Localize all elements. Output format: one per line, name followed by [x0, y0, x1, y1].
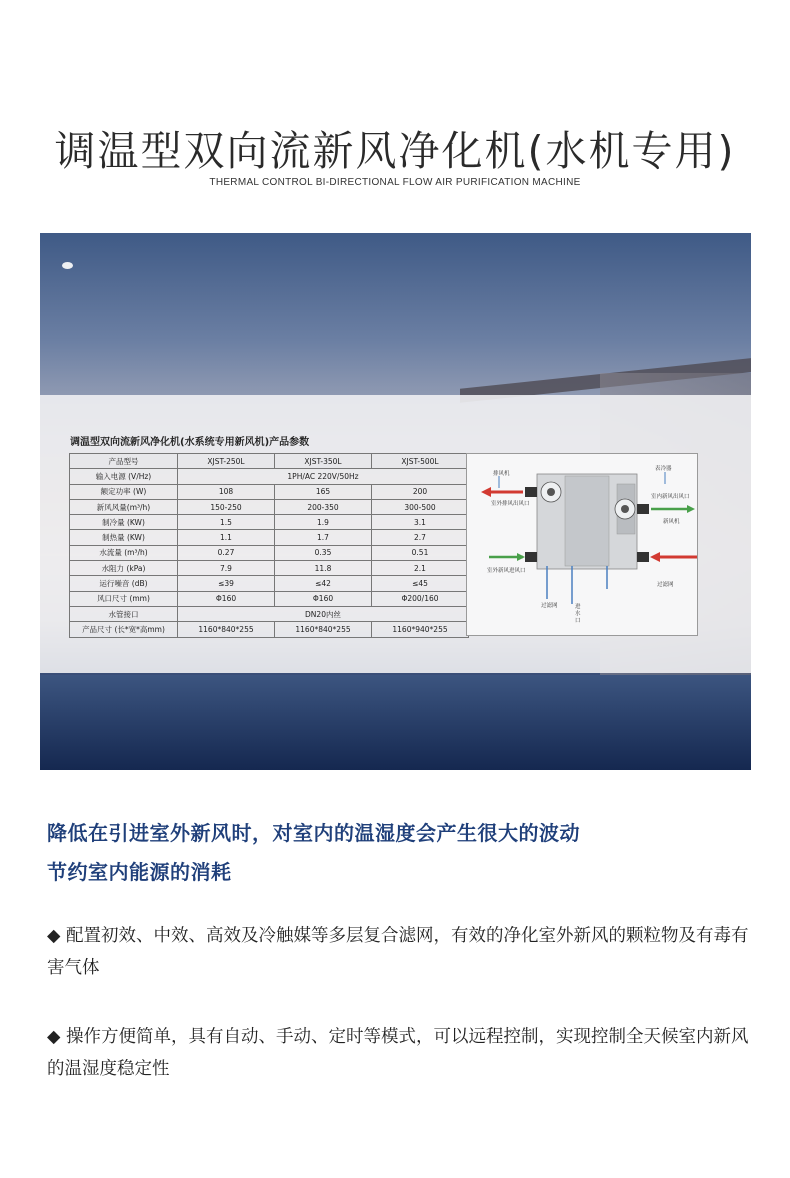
row-label: 额定功率 (W)	[70, 484, 178, 499]
header-cell: XJST-350L	[275, 454, 372, 469]
fresh-fan-hub	[621, 505, 629, 513]
table-cell: 150-250	[178, 499, 275, 514]
header-cell: 产品型号	[70, 454, 178, 469]
row-label: 水流量 (m³/h)	[70, 545, 178, 560]
row-label: 运行噪音 (dB)	[70, 576, 178, 591]
green-arrow-head	[687, 505, 695, 513]
table-row	[70, 561, 469, 576]
label-exhaust-fan: 排风机	[493, 471, 510, 477]
table-cell: 7.9	[178, 561, 275, 576]
table-cell: 1.7	[275, 530, 372, 545]
table-cell: 165	[275, 484, 372, 499]
table-header-row	[70, 454, 469, 469]
row-label: 水管接口	[70, 606, 178, 621]
table-row	[70, 469, 469, 484]
table-cell: 0.27	[178, 545, 275, 560]
red-arrow-head	[650, 552, 660, 562]
page-subtitle: THERMAL CONTROL BI-DIRECTIONAL FLOW AIR PURIFICATION MACHINE	[209, 177, 581, 188]
spec-panel	[40, 395, 751, 673]
table-cell: Φ160	[275, 591, 372, 606]
table-cell: 300-500	[372, 499, 469, 514]
table-row	[70, 499, 469, 514]
table-cell: 2.1	[372, 561, 469, 576]
table-row	[70, 591, 469, 606]
spec-table	[69, 453, 469, 638]
table-cell: 1.9	[275, 515, 372, 530]
table-row	[70, 545, 469, 560]
label-outdoor-fresh-inlet: 室外新风进风口	[487, 568, 526, 574]
table-row	[70, 515, 469, 530]
airflow-diagram	[466, 453, 698, 636]
feature-bullet-2: ◆ 操作方便简单，具有自动、手动、定时等模式，可以远程控制，实现控制全天候室内新风的温湿度稳定性	[47, 1027, 749, 1079]
table-cell: 0.51	[372, 545, 469, 560]
table-cell: ≤42	[275, 576, 372, 591]
label-filter-right: 过滤网	[657, 582, 674, 588]
table-cell: 1.1	[178, 530, 275, 545]
spec-title: 调温型双向流新风净化机(水系统专用新风机)产品参数	[70, 437, 310, 448]
label-indoor-fresh-outlet: 室内新风出风口	[651, 494, 690, 500]
exhaust-fan-hub	[547, 488, 555, 496]
moon-shape	[62, 262, 73, 269]
table-cell: 1160*840*255	[275, 622, 372, 637]
row-label: 制冷量 (KW)	[70, 515, 178, 530]
feature-heading-1: 降低在引进室外新风时，对室内的温湿度会产生很大的波动	[47, 821, 580, 845]
table-row	[70, 576, 469, 591]
header-cell: XJST-500L	[372, 454, 469, 469]
header-cell: XJST-250L	[178, 454, 275, 469]
row-label: 产品尺寸 (长*宽*高mm)	[70, 622, 178, 637]
table-cell: 1160*840*255	[178, 622, 275, 637]
row-label: 输入电源 (V/Hz)	[70, 469, 178, 484]
table-row	[70, 622, 469, 637]
merged-cell: DN20内丝	[178, 606, 469, 621]
duct-indoor-outlet	[637, 504, 649, 514]
table-cell: ≤45	[372, 576, 469, 591]
heat-exchanger-core	[565, 476, 609, 566]
table-cell: 1160*940*255	[372, 622, 469, 637]
feature-bullet-1: ◆ 配置初效、中效、高效及冷触媒等多层复合滤网，有效的净化室外新风的颗粒物及有毒有害气体	[47, 926, 749, 978]
table-cell: 200-350	[275, 499, 372, 514]
feature-heading-2: 节约室内能源的消耗	[47, 860, 232, 884]
table-cell: 108	[178, 484, 275, 499]
table-cell: Φ200/160	[372, 591, 469, 606]
row-label: 新风风量(m³/h)	[70, 499, 178, 514]
label-cooler: 表冷器	[655, 466, 672, 472]
merged-cell: 1PH/AC 220V/50Hz	[178, 469, 469, 484]
table-cell: 200	[372, 484, 469, 499]
table-cell: 3.1	[372, 515, 469, 530]
table-row	[70, 606, 469, 621]
table-cell: Φ160	[178, 591, 275, 606]
table-cell: 11.8	[275, 561, 372, 576]
duct-return-inlet	[637, 552, 649, 562]
red-arrow-head	[481, 487, 491, 497]
table-cell: ≤39	[178, 576, 275, 591]
duct-fresh-inlet	[525, 552, 537, 562]
label-outdoor-exhaust-outlet: 室外排风出风口	[491, 501, 530, 507]
water-reflection	[40, 675, 751, 770]
label-fresh-fan: 新风机	[663, 519, 680, 525]
green-arrow-head	[517, 553, 525, 561]
row-label: 风口尺寸 (mm)	[70, 591, 178, 606]
table-cell: 1.5	[178, 515, 275, 530]
label-water-inlet: 进水口	[575, 604, 581, 624]
table-row	[70, 484, 469, 499]
table-cell: 0.35	[275, 545, 372, 560]
table-row	[70, 530, 469, 545]
duct-exhaust-outlet	[525, 487, 537, 497]
page-title: 调温型双向流新风净化机(水机专用)	[54, 127, 736, 175]
table-cell: 2.7	[372, 530, 469, 545]
label-filter-left: 过滤网	[541, 603, 558, 609]
row-label: 制热量 (KW)	[70, 530, 178, 545]
row-label: 水阻力 (kPa)	[70, 561, 178, 576]
